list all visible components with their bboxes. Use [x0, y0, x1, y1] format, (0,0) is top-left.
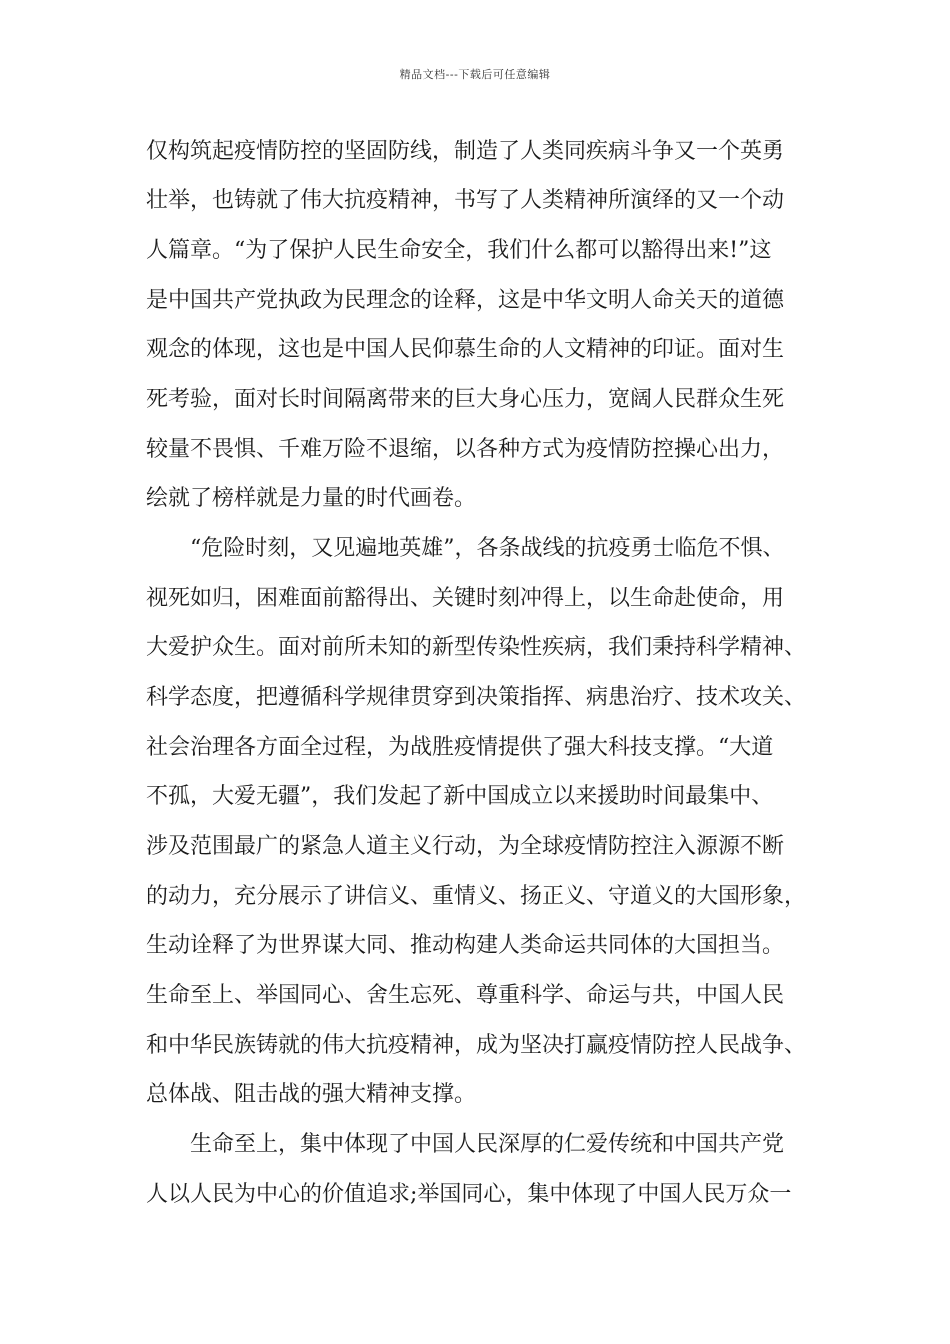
text-line-12: 科学态度，把遵循科学规律贯穿到决策指挥、病患治疗、技术攻关、	[146, 685, 807, 710]
text-line-17: 生动诠释了为世界谋大同、推动构建人类命运共同体的大国担当。	[146, 933, 785, 958]
text-line-11: 大爱护众生。面对前所未知的新型传染性疾病，我们秉持科学精神、	[146, 635, 807, 660]
text-line-1: 仅构筑起疫情防控的坚固防线，制造了人类同疾病斗争又一个英勇	[146, 139, 785, 164]
page-header: 精品文档---下载后可任意编辑	[399, 68, 551, 81]
text-line-3: 人篇章。“为了保护人民生命安全，我们什么都可以豁得出来!”这	[146, 238, 772, 263]
text-line-7: 较量不畏惧、千难万险不退缩，以各种方式为疫情防控操心出力，	[146, 437, 785, 462]
text-line-20: 总体战、阻击战的强大精神支撑。	[146, 1082, 477, 1107]
paragraph-2-first-line: “危险时刻，又见遍地英雄”，各条战线的抗疫勇士临危不惧、	[190, 536, 785, 561]
text-line-5: 观念的体现，这也是中国人民仰慕生命的人文精神的印证。面对生	[146, 337, 785, 362]
text-line-10: 视死如归，困难面前豁得出、关键时刻冲得上，以生命赴使命，用	[146, 586, 785, 611]
text-line-18: 生命至上、举国同心、舍生忘死、尊重科学、命运与共，中国人民	[146, 983, 785, 1008]
text-line-8: 绘就了榜样就是力量的时代画卷。	[146, 486, 477, 511]
text-line-2: 壮举，也铸就了伟大抗疫精神，书写了人类精神所演绎的又一个动	[146, 188, 785, 213]
text-line-6: 死考验，面对长时间隔离带来的巨大身心压力，宽阔人民群众生死	[146, 387, 785, 412]
text-line-13: 社会治理各方面全过程，为战胜疫情提供了强大科技支撑。“大道	[146, 735, 774, 760]
text-line-4: 是中国共产党执政为民理念的诠释，这是中华文明人命关天的道德	[146, 288, 785, 313]
text-line-15: 涉及范围最广的紧急人道主义行动，为全球疫情防控注入源源不断	[146, 834, 785, 859]
text-line-14: 不孤，大爱无疆”，我们发起了新中国成立以来援助时间最集中、	[146, 784, 774, 809]
text-line-22: 人以人民为中心的价值追求;举国同心，集中体现了中国人民万众一	[146, 1182, 792, 1207]
text-line-19: 和中华民族铸就的伟大抗疫精神，成为坚决打赢疫情防控人民战争、	[146, 1033, 807, 1058]
text-line-16: 的动力，充分展示了讲信义、重情义、扬正义、守道义的大国形象，	[146, 884, 807, 909]
paragraph-3-first-line: 生命至上，集中体现了中国人民深厚的仁爱传统和中国共产党	[190, 1132, 785, 1157]
